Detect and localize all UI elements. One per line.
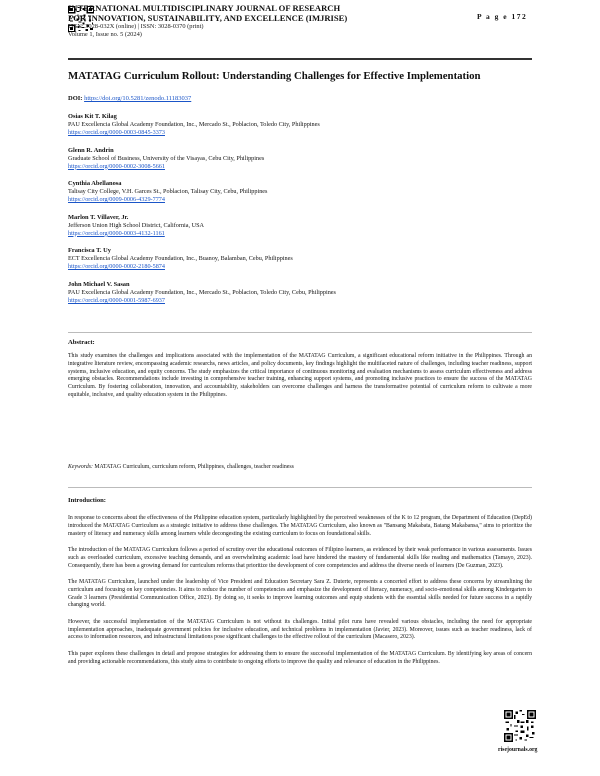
author-entry bbox=[68, 281, 538, 315]
author-name: Osias Kit T. Kilag bbox=[68, 113, 117, 120]
abstract-heading: Abstract: bbox=[68, 339, 95, 346]
author-affiliation: ECT Excellencia Global Academy Foundation, Inc., Buanoy, Balamban, Cebu, Philippines bbox=[68, 255, 293, 263]
author-affiliation: PAU Excellencia Global Academy Foundation, Inc., Mercado St., Poblacion, Toledo City, Cebu, Philippines bbox=[68, 288, 336, 296]
author-orcid-link[interactable]: https://orcid.org/0000-0002-2180-5874 bbox=[68, 263, 165, 271]
intro-paragraph: The MATATAG Curriculum, launched under the leadership of Vice President and Education Secretary Sara Z. Duterte, represents a concerted effort to address these concerns by streamlining the curriculum and focusing on key competencies. It aims to reduce the number of competencies and emphasize the development of literacy, numeracy, and socio-emotional skills among Kindergarten to Grade 3 learners (Presidential Communication Office, 2023). By doing so, it seeks to improve learning outcomes and equip students with the essential skills needed for future success in a rapidly changing world. bbox=[68, 578, 532, 609]
author-affiliation: PAU Excellencia Global Academy Foundation, Inc., Mercado St., Poblacion, Toledo City, Philippines bbox=[68, 121, 320, 128]
article-title: MATATAG Curriculum Rollout: Understanding Challenges for Effective Implementation bbox=[68, 70, 481, 82]
intro-paragraph: The introduction of the MATATAG Curriculum follows a period of scrutiny over the educational outcomes of Filipino learners, as evidenced by their weak performance in various assessments. Issues such as overloaded curriculum, excessive teaching demands, and an overwhelming academic load have hindered the mastery of fundamental skills like reading and mathematics (Tamayo, 2023). Consequently, there has been a growing demand for curriculum reforms that prioritize the development of core competencies and address the diverse needs of learners (De Guzman, 2023). bbox=[68, 546, 532, 569]
author-name: Cynthia Abellanosa bbox=[68, 180, 122, 188]
author-orcid-link[interactable]: https://orcid.org/0000-0001-5987-6937 bbox=[68, 296, 165, 304]
author-affiliation: Jefferson Union High School District, California, USA bbox=[68, 221, 204, 229]
journal-website[interactable]: risejournals.org bbox=[498, 747, 538, 753]
author-orcid-link[interactable]: https://orcid.org/0000-0003-0845-3373 bbox=[68, 129, 165, 136]
keywords-label: Keywords: bbox=[68, 464, 93, 470]
author-name: John Michael V. Sasan bbox=[68, 280, 130, 288]
journal-header bbox=[68, 3, 508, 39]
author-name: Francisca T. Uy bbox=[68, 247, 111, 255]
author-entry bbox=[68, 247, 538, 281]
author-name: Glenn R. Andrin bbox=[68, 146, 114, 154]
author-affiliation: Graduate School of Business, University of the Visayas, Cebu City, Philippines bbox=[68, 154, 265, 162]
author-entry bbox=[68, 147, 538, 181]
doi-label: DOI: bbox=[68, 95, 83, 102]
author-entry bbox=[68, 180, 538, 214]
page-number: P a g e 172 bbox=[477, 12, 528, 21]
doi-link[interactable]: https://doi.org/10.5281/zenodo.11183037 bbox=[84, 95, 192, 102]
introduction-section bbox=[68, 515, 532, 675]
journal-issn: ISSN: 3028-032X (online) | ISSN: 3028-0370 (print) bbox=[68, 23, 204, 30]
footer-qr-code bbox=[504, 710, 536, 742]
intro-paragraph: In response to concerns about the effectiveness of the Philippine education system, particularly highlighted by the perceived weaknesses of the K to 12 program, the Department of Education (DepEd) introduced the MATATAG Curriculum as a strategic initiative to address these challenges. The MATATAG Curriculum, also known as "Bansang Makabata, Batang Makabansa," aims to prioritize the mastery of literacy and numeracy skills among learners while decongesting the existing curriculum to focus on foundational skills. bbox=[68, 515, 532, 537]
introduction-heading: Introduction: bbox=[68, 497, 106, 504]
intro-paragraph: However, the successful implementation of the MATATAG Curriculum is not without its challenges. Initial pilot runs have revealed various obstacles, including the need for appropriate implementation approaches, inadequate government policies for inclusive education, and technical problems in implementation (Javier, 2023). Moreover, issues such as teacher readiness, lack of access to information resources, and infrastructural limitations pose significant challenges to the effective rollout of the curriculum (Macasero, 2023). bbox=[68, 618, 532, 641]
author-orcid-link[interactable]: https://orcid.org/0000-0003-4132-1161 bbox=[68, 229, 165, 237]
doi-line bbox=[68, 95, 191, 102]
abstract-text: This study examines the challenges and implications associated with the implementation of the MATATAG Curriculum, a significant educational reform initiative in the Philippines. Through an integrative literature review, encompassing academic researchs, news articles, and policy documents, key findings highlight the multifaceted nature of challenges, including teacher readiness, support systems, inclusive education, and equity concerns. The study emphasizes the critical importance of continuous monitoring and evaluation mechanisms to assess curriculum effectiveness and address emerging obstacles. Recommendations include investing in comprehensive teacher training, enhancing support systems, and promoting inclusive practices to ensure the success of the MATATAG Curriculum. By fostering collaboration, innovation, and accountability, stakeholders can overcome challenges and harness the transformative potential of curriculum reform to cultivate a more equitable, inclusive, and quality education system in the Philippines. bbox=[68, 353, 532, 398]
journal-volume: Volume 1, Issue no. 5 (2024) bbox=[68, 31, 142, 38]
author-orcid-link[interactable]: https://orcid.org/0000-0002-3008-5661 bbox=[68, 162, 165, 170]
abstract-section bbox=[68, 332, 532, 488]
header-divider bbox=[68, 58, 532, 60]
author-list bbox=[68, 113, 538, 315]
journal-title-line1: INTERNATIONAL MULTIDISCIPLINARY JOURNAL OF RESEARCH bbox=[68, 3, 341, 13]
author-name: Marlon T. Villaver, Jr. bbox=[68, 213, 129, 221]
intro-paragraph: This paper explores these challenges in detail and propose strategies for addressing them to ensure the successful implementation of the MATATAG Curriculum. By identifying key areas of concern and providing actionable recommendations, this study aims to contribute to ongoing efforts to improve the quality and relevance of education in the Philippines. bbox=[68, 650, 532, 665]
author-orcid-link[interactable]: https://orcid.org/0009-0006-4329-7774 bbox=[68, 196, 165, 204]
author-entry bbox=[68, 214, 538, 248]
author-affiliation: Talisay City College, V.H. Garces St., Poblacion, Talisay City, Cebu, Philippines bbox=[68, 188, 268, 196]
keywords-line bbox=[68, 464, 294, 470]
keywords-text: MATATAG Curriculum, curriculum reform, Philippines, challenges, teacher readiness bbox=[94, 464, 294, 470]
journal-title-line2: FOR INNOVATION, SUSTAINABILITY, AND EXCELLENCE (IMJRISE) bbox=[68, 13, 348, 23]
author-entry bbox=[68, 113, 538, 147]
